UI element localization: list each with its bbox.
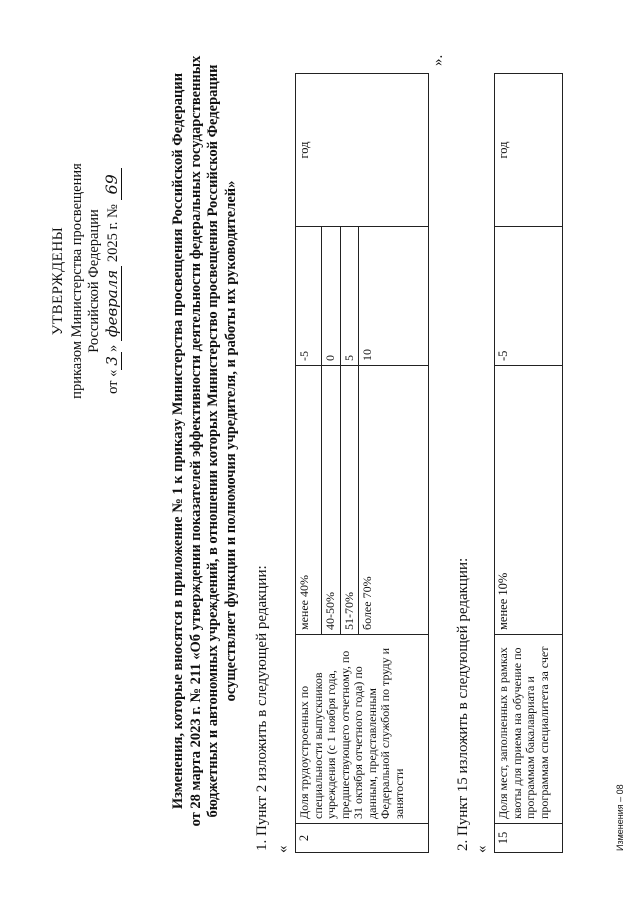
period-cell: год xyxy=(495,74,563,227)
criterion-cell: менее 40% xyxy=(296,366,322,635)
score-cell: 0 xyxy=(322,227,341,366)
approval-title: УТВЕРЖДЕНЫ xyxy=(50,226,66,336)
date-day-handwritten: 3 xyxy=(103,352,122,370)
approval-block xyxy=(50,81,122,481)
approval-date-line xyxy=(103,81,122,481)
order-number-handwritten: 69 xyxy=(102,168,122,200)
date-prefix: от « xyxy=(105,369,121,394)
table-row xyxy=(495,74,563,853)
indicator-description: Доля трудоустроенных по специальности выпускников учреждения (с 1 ноября года, предшествующего отчетному, по 31 октября отчетного года) по данным, представленным Федеральной службой по труду и занятости xyxy=(296,635,429,824)
row-number: 15 xyxy=(495,824,563,853)
score-cell: 5 xyxy=(340,227,359,366)
indicator-description: Доля мест, заполненных в рамках квоты для приема на обучение по программам бакалавриата и программам специалитета за счет xyxy=(495,635,563,824)
item-2-label: 2. Пункт 15 изложить в следующей редакции: xyxy=(455,557,471,851)
approval-line-1: приказом Министерства просвещения xyxy=(69,163,85,399)
item-2-open-quote: « xyxy=(474,845,490,853)
criterion-cell: менее 10% xyxy=(495,366,563,635)
score-cell: 10 xyxy=(359,227,429,366)
approval-line-2: Российской Федерации xyxy=(86,209,102,353)
criterion-cell: 40-50% xyxy=(322,366,341,635)
indicator-table-item-2 xyxy=(295,73,429,853)
heading-line-3: бюджетных и автономных учреждений, в отношении которых Министерство просвещения Российской Федерации xyxy=(205,64,221,818)
heading-line-4: осуществляет функции и полномочия учредителя, и работы их руководителей» xyxy=(222,180,239,702)
period-cell: год xyxy=(296,74,429,227)
heading-line-2: от 28 марта 2023 г. № 211 «Об утверждении показателей эффективности деятельности федеральных государственных xyxy=(187,55,204,827)
indicator-table-item-15 xyxy=(494,73,563,853)
item-1-label: 1. Пункт 2 изложить в следующей редакции: xyxy=(254,565,270,851)
score-cell: -5 xyxy=(296,227,322,366)
date-year: 2025 г. № xyxy=(105,204,121,263)
item-1-close-quote: ». xyxy=(430,54,446,66)
date-month-handwritten: февраля xyxy=(103,266,122,341)
row-number: 2 xyxy=(296,824,429,853)
document-heading xyxy=(170,51,240,831)
item-1-open-quote: « xyxy=(275,845,291,853)
criterion-cell: 51-70% xyxy=(340,366,359,635)
criterion-cell: более 70% xyxy=(359,366,429,635)
table-row xyxy=(296,74,322,853)
footer-note: Изменения – 08 xyxy=(615,784,625,851)
heading-line-1: Изменения, которые вносятся в приложение № 1 к приказу Министерства просвещения Российской Федерации xyxy=(170,72,186,810)
score-cell: -5 xyxy=(495,227,563,366)
date-mid: » xyxy=(105,344,121,353)
